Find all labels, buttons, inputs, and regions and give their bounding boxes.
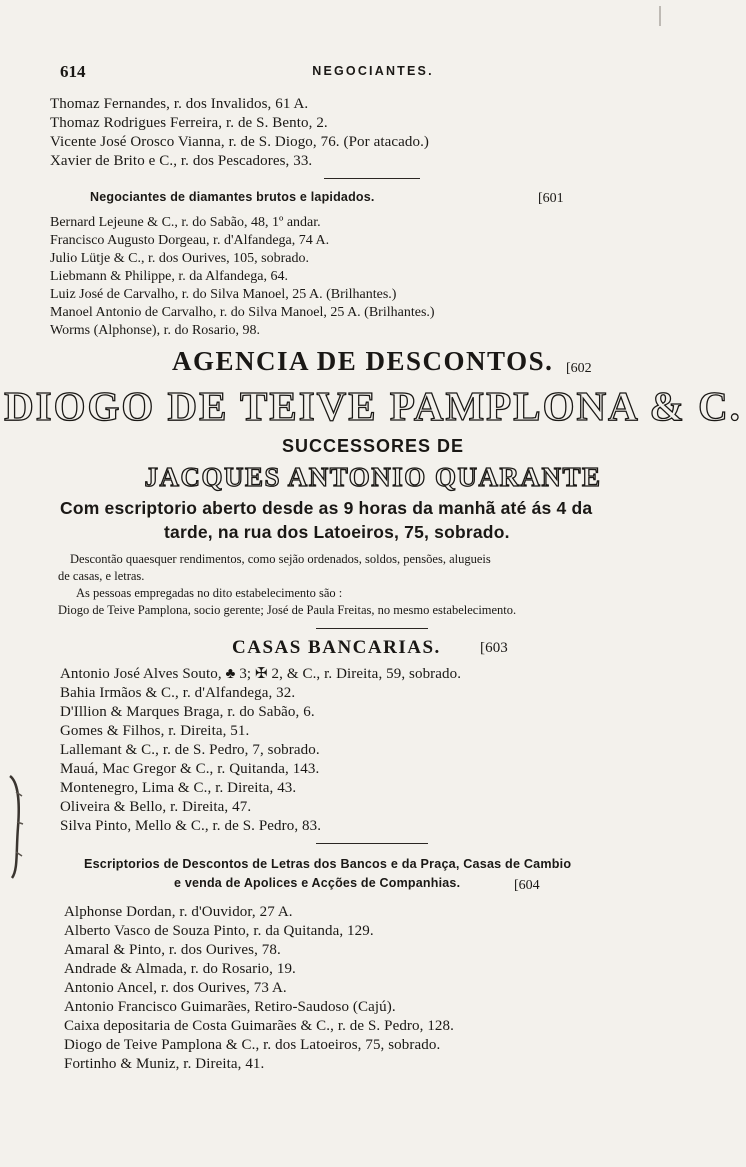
list-item: Bahia Irmãos & C., r. d'Alfandega, 32.	[60, 685, 296, 701]
casas-heading: CASAS BANCARIAS.	[232, 637, 441, 658]
list-item: Mauá, Mac Gregor & C., r. Quitanda, 143.	[60, 761, 320, 777]
margin-bracket-mark	[4, 772, 26, 882]
page-number: 614	[60, 62, 86, 81]
list-item: Diogo de Teive Pamplona & C., r. dos Latoeiros, 75, sobrado.	[64, 1037, 441, 1053]
section-ref: [603	[480, 640, 508, 656]
list-item: Gomes & Filhos, r. Direita, 51.	[60, 723, 250, 739]
list-item: Silva Pinto, Mello & C., r. de S. Pedro, 83.	[60, 818, 322, 834]
agencia-staff: Diogo de Teive Pamplona, socio gerente; José de Paula Freitas, no mesmo estabelecimento.	[58, 603, 517, 617]
successors-label: SUCCESSORES DE	[281, 436, 465, 456]
list-item: Oliveira & Bello, r. Direita, 47.	[60, 799, 252, 815]
list-item: Antonio Francisco Guimarães, Retiro-Saudoso (Cajú).	[64, 999, 396, 1015]
section-ref: [604	[514, 878, 540, 893]
list-item: Fortinho & Muniz, r. Direita, 41.	[64, 1056, 265, 1072]
running-head: NEGOCIANTES.	[312, 64, 434, 78]
agencia-staff: As pessoas empregadas no dito estabelecimento são :	[76, 586, 343, 600]
list-item: Liebmann & Philippe, r. da Alfandega, 64.	[50, 269, 288, 284]
agencia-description: de casas, e letras.	[58, 569, 145, 583]
list-item: Xavier de Brito e C., r. dos Pescadores, 33.	[50, 153, 313, 169]
list-item: Bernard Lejeune & C., r. do Sabão, 48, 1º andar.	[50, 215, 321, 230]
list-item: Alphonse Dordan, r. d'Ouvidor, 27 A.	[64, 904, 293, 920]
list-item: Worms (Alphonse), r. do Rosario, 98.	[50, 323, 261, 338]
scan-speck-mark	[650, 4, 670, 28]
office-hours-line2: tarde, na rua dos Latoeiros, 75, sobrado.	[164, 522, 510, 542]
list-item: Thomaz Rodrigues Ferreira, r. de S. Bento, 2.	[50, 115, 328, 131]
escriptorios-heading: Escriptorios de Descontos de Letras dos Bancos e da Praça, Casas de Cambio	[84, 857, 572, 871]
list-item: Manoel Antonio de Carvalho, r. do Silva Manoel, 25 A. (Brilhantes.)	[50, 305, 435, 320]
list-item: Lallemant & C., r. de S. Pedro, 7, sobrado.	[60, 742, 320, 758]
divider	[324, 178, 420, 179]
list-item: Francisco Augusto Dorgeau, r. d'Alfandega, 74 A.	[50, 233, 330, 248]
list-item: Andrade & Almada, r. do Rosario, 19.	[64, 961, 296, 977]
list-item: Luiz José de Carvalho, r. do Silva Manoel, 25 A. (Brilhantes.)	[50, 287, 397, 302]
section-heading-diamantes: Negociantes de diamantes brutos e lapidados.	[90, 190, 375, 204]
office-hours-line1: Com escriptorio aberto desde as 9 horas da manhã até ás 4 da	[60, 498, 593, 518]
list-item: Alberto Vasco de Souza Pinto, r. da Quitanda, 129.	[64, 923, 374, 939]
list-item: Amaral & Pinto, r. dos Ourives, 78.	[64, 942, 281, 958]
list-item: Julio Lütje & C., r. dos Ourives, 105, sobrado.	[50, 251, 309, 266]
agencia-firm-name: DIOGO DE TEIVE PAMPLONA & C.	[4, 383, 742, 429]
list-item: Antonio José Alves Souto, ♣ 3; ✠ 2, & C., r. Direita, 59, sobrado.	[60, 666, 462, 682]
agencia-description: Descontão quaesquer rendimentos, como sejão ordenados, soldos, pensões, alugueis	[70, 552, 491, 566]
list-item: Thomaz Fernandes, r. dos Invalidos, 61 A.	[50, 96, 309, 112]
divider	[316, 843, 428, 844]
agencia-title: AGENCIA DE DESCONTOS.	[172, 346, 554, 376]
divider	[316, 628, 428, 629]
section-ref: [601	[538, 191, 564, 206]
list-item: Antonio Ancel, r. dos Ourives, 73 A.	[64, 980, 287, 996]
list-item: D'Illion & Marques Braga, r. do Sabão, 6.	[60, 704, 315, 720]
list-item: Caixa depositaria de Costa Guimarães & C., r. de S. Pedro, 128.	[64, 1018, 454, 1034]
list-item: Vicente José Orosco Vianna, r. de S. Diogo, 76. (Por atacado.)	[50, 134, 430, 150]
section-ref: [602	[566, 361, 592, 376]
predecessor-name: JACQUES ANTONIO QUARANTE	[144, 462, 602, 492]
list-item: Montenegro, Lima & C., r. Direita, 43.	[60, 780, 297, 796]
escriptorios-heading: e venda de Apolices e Acções de Companhias.	[174, 876, 461, 890]
